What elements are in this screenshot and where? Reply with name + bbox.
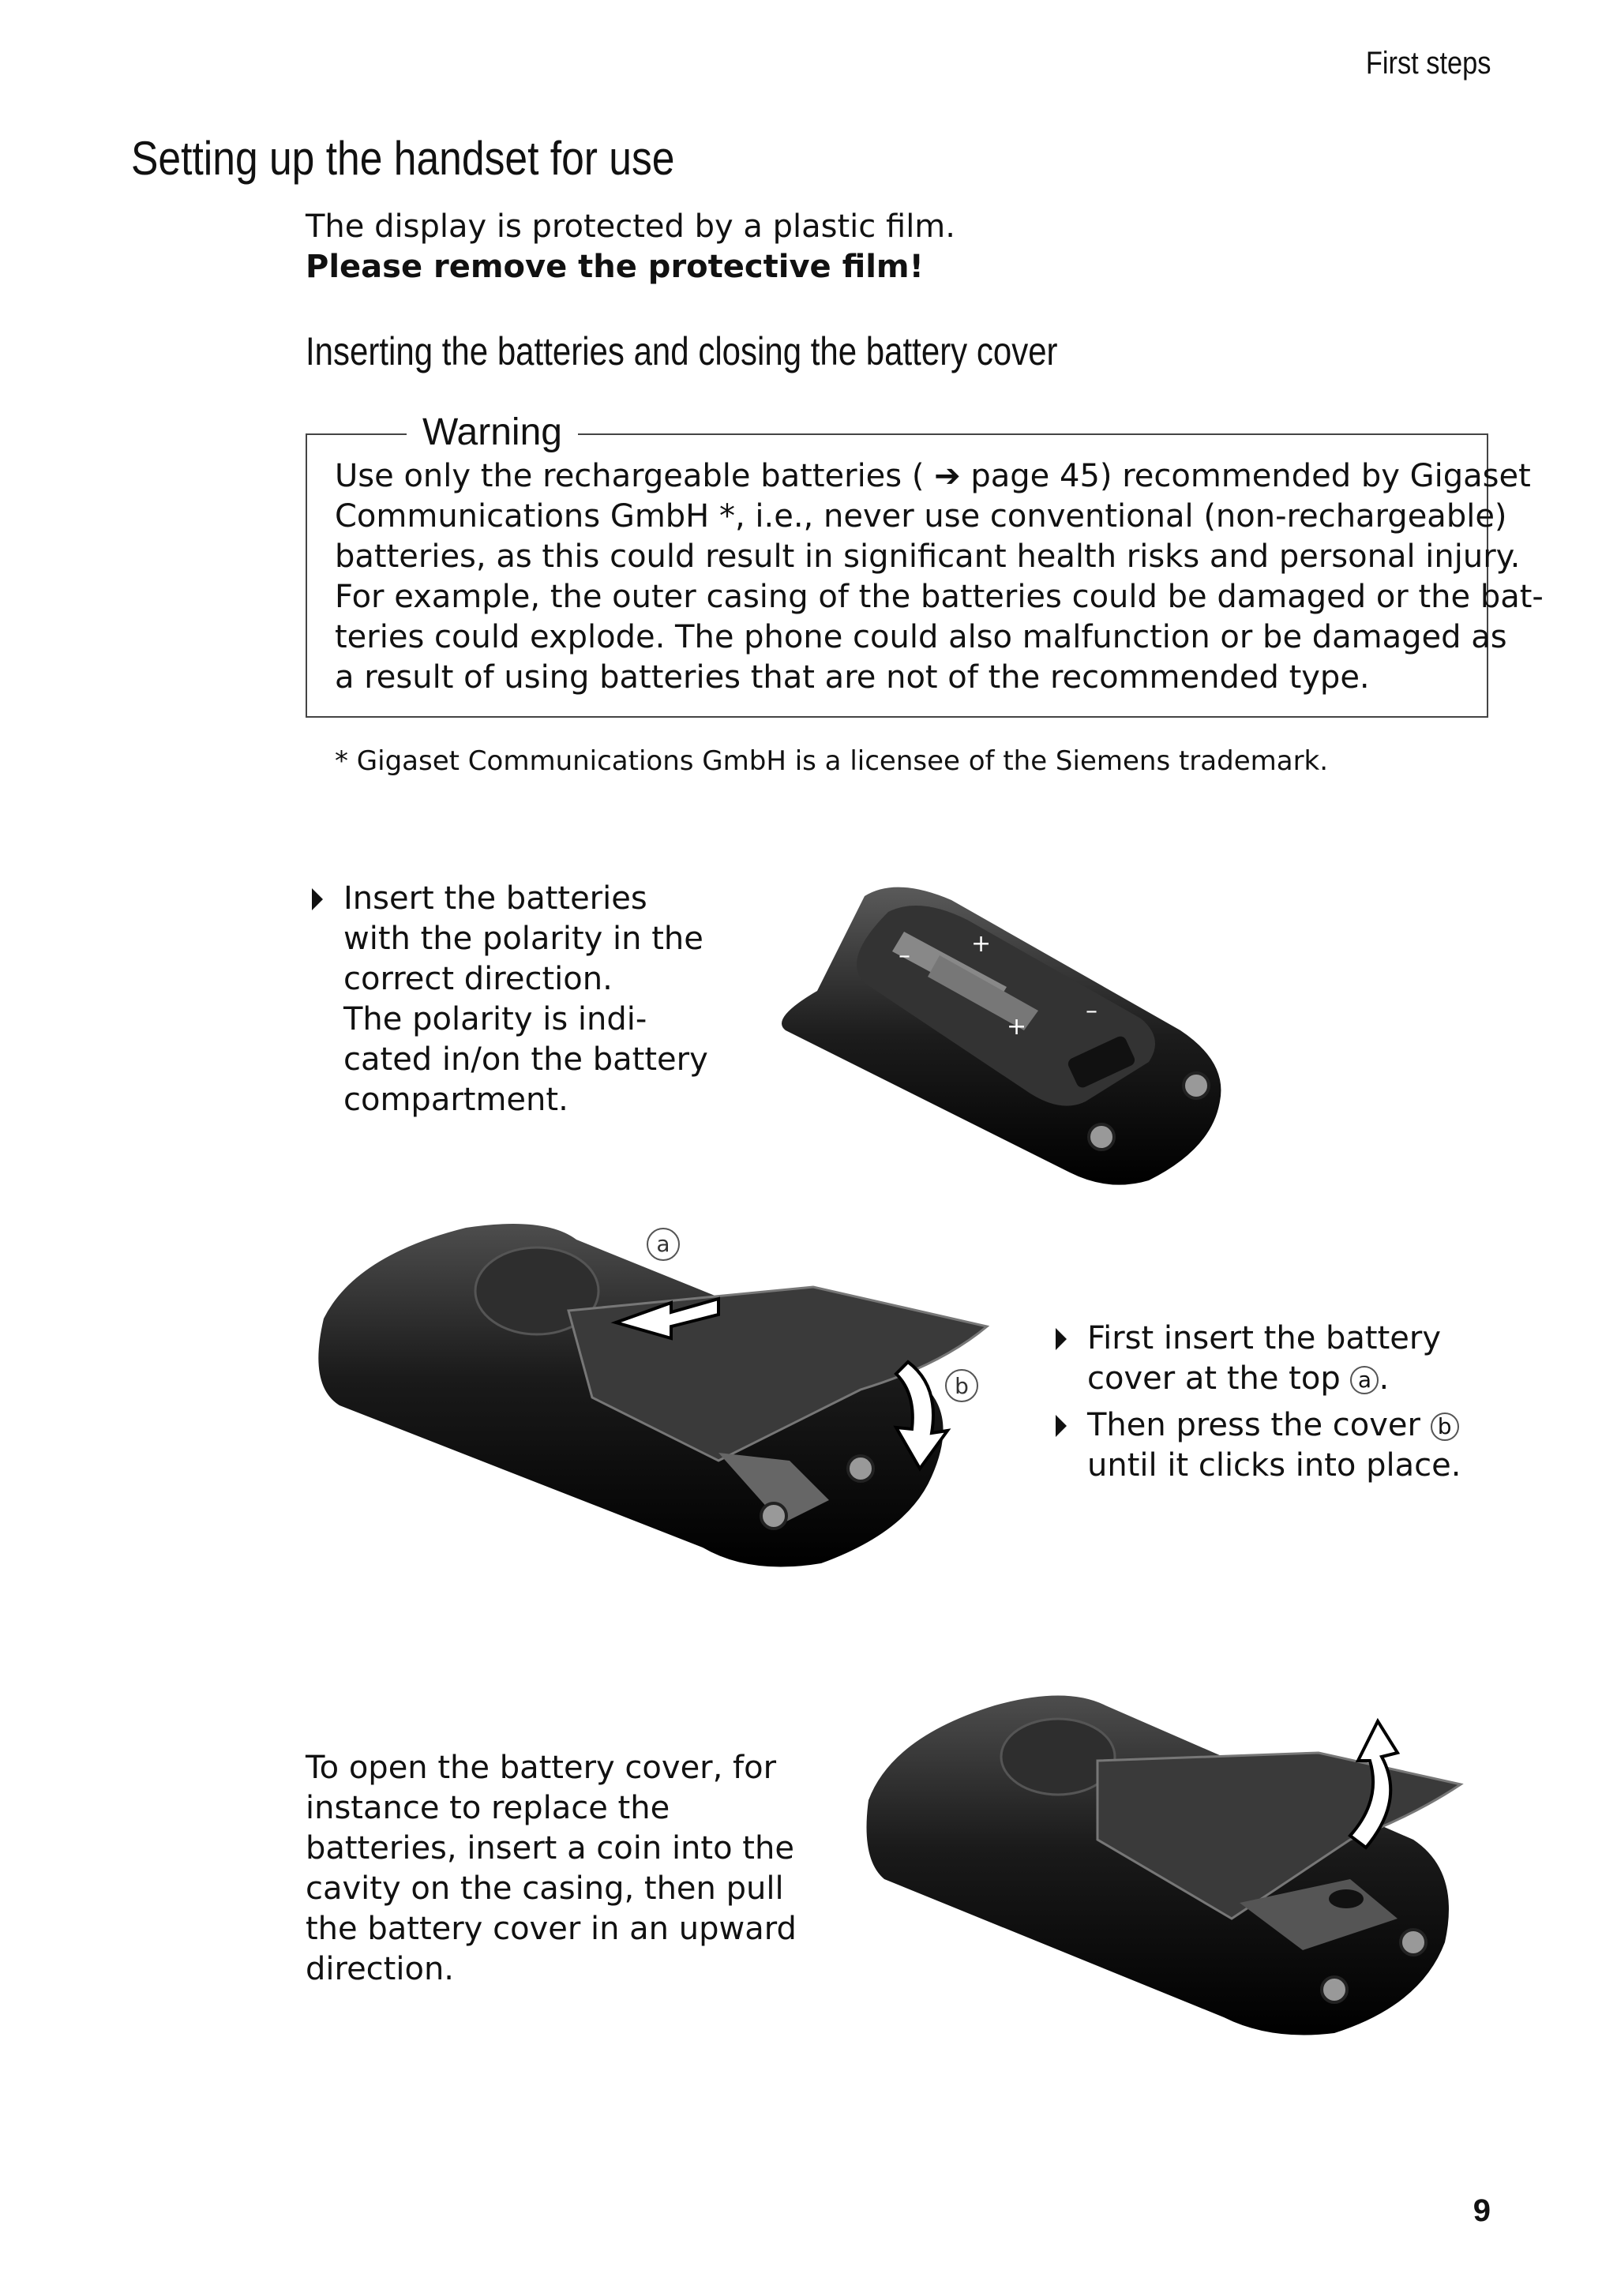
- callout-a: a: [656, 1231, 670, 1257]
- bullet-arrow-icon: [312, 888, 323, 910]
- step-item: [1056, 1319, 1529, 1399]
- intro-line-1: The display is protected by a plastic film.: [306, 208, 955, 245]
- bullet-arrow-icon: [1056, 1415, 1067, 1437]
- warning-label: Warning: [407, 411, 578, 454]
- open-cover-instructions: To open the battery cover, for instance to replace the batteries, insert a coin into the cavity on the casing, then pull the battery cover in an upward direction.: [306, 1750, 797, 1987]
- warning-line: batteries, as this could result in significant health risks and personal injury.: [335, 538, 1521, 575]
- step-insert-text: Insert the batteries with the polarity in the correct direction.: [343, 880, 703, 997]
- step-text-end: .: [1379, 1360, 1390, 1397]
- page-title: Setting up the handset for use: [131, 132, 675, 185]
- running-head: First steps: [1365, 46, 1491, 81]
- step-insert-batteries: [312, 879, 722, 1120]
- footnote: * Gigaset Communications GmbH is a licensee of the Siemens trademark.: [335, 745, 1329, 777]
- bullet-arrow-icon: [1056, 1328, 1067, 1350]
- battery-plus-mark: +: [1007, 1013, 1027, 1041]
- warning-line: Use only the rechargeable batteries ( ➔ page 45) recommended by Gigaset: [335, 458, 1531, 494]
- section-subheading: Inserting the batteries and closing the battery cover: [306, 329, 1058, 373]
- warning-line: For example, the outer casing of the batteries could be damaged or the bat-: [335, 579, 1544, 615]
- warning-line: teries could explode. The phone could also malfunction or be damaged as: [335, 619, 1507, 655]
- battery-plus-mark: +: [971, 930, 992, 958]
- callout-a-icon: a: [1350, 1366, 1379, 1394]
- page-number: 9: [1473, 2193, 1491, 2228]
- intro-text: [306, 207, 955, 287]
- callout-b: b: [955, 1373, 969, 1399]
- callout-b-icon: b: [1431, 1412, 1459, 1441]
- insert-cover-illustration: [308, 1216, 1003, 1571]
- open-cover-illustration: [861, 1682, 1476, 2037]
- intro-line-2: Please remove the protective film!: [306, 249, 924, 285]
- warning-text: [335, 456, 1544, 698]
- step-item: [1056, 1405, 1529, 1486]
- steps-close-cover: [1056, 1319, 1529, 1486]
- battery-minus-mark: –: [1086, 997, 1097, 1025]
- warning-line: Communications GmbH *, i.e., never use conventional (non-rechargeable): [335, 498, 1507, 535]
- step-text-end: until it clicks into place.: [1087, 1447, 1461, 1484]
- step-text: Then press the cover: [1087, 1407, 1431, 1443]
- warning-line: a result of using batteries that are not of the recommended type.: [335, 659, 1370, 696]
- handset-batteries-illustration: [770, 880, 1244, 1188]
- battery-minus-mark: –: [899, 942, 910, 970]
- step-text: First insert the battery cover at the top: [1087, 1320, 1442, 1397]
- step-insert-text-2: The polarity is indi-cated in/on the battery compartment.: [343, 1001, 708, 1118]
